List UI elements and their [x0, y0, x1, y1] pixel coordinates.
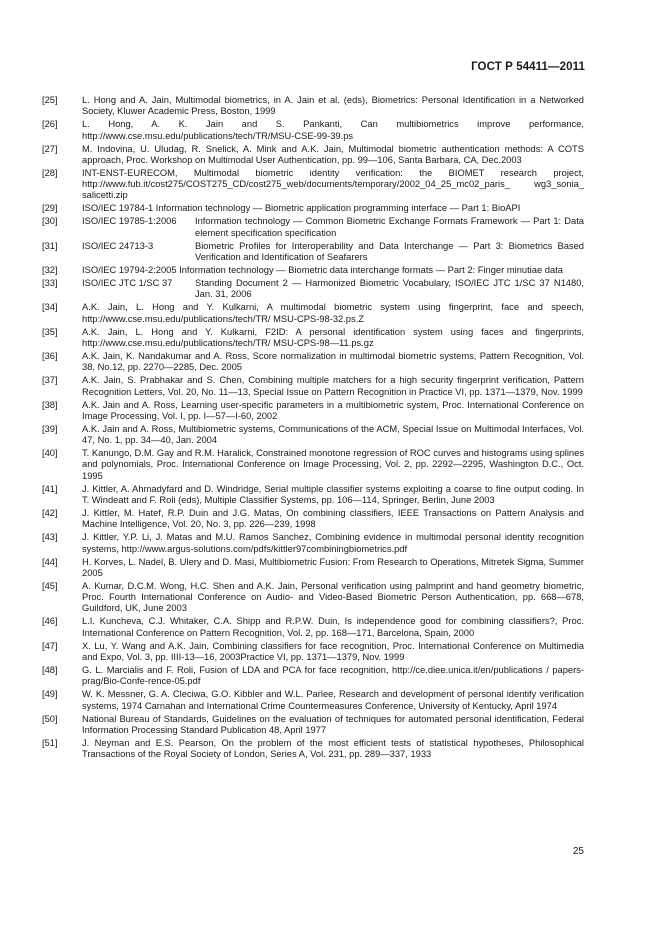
reference-item — [42, 581, 584, 615]
reference-text: A.K. Jain, L. Hong and Y. Kulkarni, F2ID: A personal identification system using faces and fingerprints, http://www.cse.msu.edu/publications/tech/TR/ MSU-CPS-98—11.ps.gz — [82, 326, 584, 348]
reference-item — [42, 119, 584, 141]
reference-text: G. L. Marcialis and F. Roli, Fusion of LDA and PCA for face recognition, http://ce.diee.unica.it/en/publications / papers-prag/Bio-Confe-rence-05.pdf — [82, 665, 584, 687]
reference-item — [42, 351, 584, 373]
reference-text: L.I. Kuncheva, C.J. Whitaker, C.A. Shipp and R.P.W. Duin, Is independence good for combining classifiers?, Proc. International Conference on Pattern Recognition, Vol. 2, pp. 168—171, Barcelona, Spain, 2000 — [82, 616, 584, 638]
reference-item — [42, 216, 584, 238]
reference-item — [42, 714, 584, 736]
reference-item — [42, 327, 584, 349]
reference-number: [50] — [42, 713, 58, 724]
reference-text: A.K. Jain, K. Nandakumar and A. Ross, Score normalization in multimodal biometric systems, Pattern Recognition, Vol. 38, No.12, pp. 2270—2285, Dec. 2005 — [82, 351, 584, 373]
reference-code: ISO/IEC 19785-1:2006 — [82, 216, 177, 227]
reference-number: [46] — [42, 616, 58, 627]
reference-text: A.K. Jain, L. Hong and Y. Kulkarni, A multimodal biometric system using fingerprint, face and speech, http://www.cse.msu.edu/publications/tech/TR/ MSU-CPS-98-32.ps.Z — [82, 302, 584, 324]
reference-number: [48] — [42, 665, 58, 676]
reference-text: H. Korves, L. Nadel, B. Ulery and D. Masi, Multibiometric Fusion: From Research to Operations, Mitretek Sigma, Summer 2005 — [82, 556, 584, 578]
reference-text: ISO/IEC 19794-2:2005 Information technology — Biometric data interchange formats — Part 2: Finger minutiae data — [82, 265, 563, 276]
reference-text: ISO/IEC 19784-1 Information technology — Biometric application programming interface — Part 1: BioAPI — [82, 203, 521, 214]
reference-item — [42, 375, 584, 397]
reference-text: A.K. Jain, S. Prabhakar and S. Chen, Combining multiple matchers for a high security fingerprint verification, Pattern Recognition Letters, Vol. 20, No. 11—13, Special Issue on Pattern Recognition in Practice VI, pp. 1371—1379, Nov. 1999 — [82, 375, 584, 397]
reference-item — [42, 241, 584, 263]
reference-code: ISO/IEC JTC 1/SC 37 — [82, 278, 173, 289]
reference-item — [42, 302, 584, 324]
reference-number: [28] — [42, 167, 58, 178]
reference-item — [42, 265, 584, 276]
reference-number: [31] — [42, 240, 58, 251]
reference-item — [42, 400, 584, 422]
reference-item — [42, 95, 584, 117]
reference-number: [44] — [42, 556, 58, 567]
reference-number: [30] — [42, 216, 58, 227]
reference-number: [49] — [42, 689, 58, 700]
reference-number: [41] — [42, 483, 58, 494]
reference-list — [42, 95, 584, 762]
reference-text: X. Lu, Y. Wang and A.K. Jain, Combining classifiers for face recognition, Proc. International Conference on Multimedia and Expo, Vol. 3, pp. IIII-13—16, 2003Practice VI, pp. 1371—1379, Nov. 1999 — [82, 640, 584, 662]
reference-item — [42, 665, 584, 687]
reference-text: INT-ENST-EURECOM, Multimodal biometric identity verification: the BIOMET research project, http://www.fub.it/cost275/COST275_CD/cost275_web/documents/temporary/2002_04_25_mc02_paris_ wg3_sonia_ salicetti.zip — [82, 167, 584, 201]
reference-number: [35] — [42, 326, 58, 337]
reference-text: National Bureau of Standards, Guidelines on the evaluation of techniques for automated personal identification, Federal Information Processing Standard Publication 48, April 1977 — [82, 713, 584, 735]
reference-number: [43] — [42, 532, 58, 543]
reference-item — [42, 616, 584, 638]
reference-code: ISO/IEC 24713-3 — [82, 240, 154, 251]
reference-number: [51] — [42, 737, 58, 748]
reference-text: W. K. Messner, G. A. Cleciwa, G.O. Kibbler and W.L. Parlee, Research and development of personal identify verification systems, 1974 Carnahan and International Crime Countermeasures Conference, University of Kentucky, April 1974 — [82, 689, 584, 711]
reference-text: J. Neyman and E.S. Pearson, On the problem of the most efficient tests of statistical hypotheses, Philosophical Transactions of the Royal Society of London, Series A, Vol. 231, pp. 289—337, 1933 — [82, 737, 584, 760]
reference-text: A.K. Jain and A. Ross, Multibiometric systems, Communications of the ACM, Special Issue on Multimodal Interfaces, Vol. 47, No. 1, pp. 34—40, Jan. 2004 — [82, 423, 584, 446]
reference-text: J. Kittler, A. Ahmadyfard and D. Windridge, Serial multiple classifier systems exploiting a coarse to fine output coding. In T. Windeatt and F. Roli (eds), Multiple Classifier Systems, pp. 106—114, Springer, Berlin, June 2003 — [82, 483, 584, 505]
reference-number: [47] — [42, 640, 58, 651]
reference-item — [42, 532, 584, 554]
reference-text: M. Indovina, U. Uludag, R. Snelick, A. Mink and A.K. Jain, Multimodal biometric authentication methods: A COTS approach, Proc. Workshop on Multimodal User Authentication, pp. 99—106, Santa Barbara, CA, Dec.2003 — [82, 143, 584, 165]
reference-text: Standing Document 2 — Harmonized Biometric Vocabulary, ISO/IEC JTC 1/SC 37 N1480, Jan. 31, 2006 — [195, 278, 584, 300]
reference-item — [42, 689, 584, 711]
reference-item — [42, 641, 584, 663]
reference-item — [42, 144, 584, 166]
reference-item — [42, 448, 584, 482]
reference-text: J. Kittler, Y.P. Li, J. Matas and M.U. Ramos Sanchez, Combining evidence in multimodal personal identity recognition systems, http://www.argus-solutions.com/pdfs/kittler97combiningbiometrics.pdf — [82, 532, 584, 554]
reference-text: A. Kumar, D.C.M. Wong, H.C. Shen and A.K. Jain, Personal verification using palmprint and hand geometry biometric, Proc. Fourth International Conference on Audio- and Video-Based Biometric Person Authentication, pp. 668—678, Guildford, UK, June 2003 — [82, 580, 584, 614]
page-number: 25 — [572, 846, 584, 857]
reference-item — [42, 557, 584, 579]
reference-number: [37] — [42, 375, 58, 386]
reference-number: [45] — [42, 580, 58, 591]
reference-number: [27] — [42, 143, 58, 154]
reference-number: [32] — [42, 265, 58, 276]
reference-text: J. Kittler, M. Hatef, R.P. Duin and J.G. Matas, On combining classifiers, IEEE Transactions on Pattern Analysis and Machine Intelligence, Vol. 20, No. 3, pp. 226—239, 1998 — [82, 508, 584, 530]
reference-text: T. Kanungo, D.M. Gay and R.M. Haralick, Constrained monotone regression of ROC curves and histograms using splines and polynomials, Proc. International Conference on Image Processing, Vol. 2, pp. 2292—2295, Washington D.C., Oct. 1995 — [82, 448, 584, 481]
reference-number: [29] — [42, 203, 58, 214]
reference-number: [25] — [42, 95, 58, 105]
reference-item — [42, 738, 584, 760]
reference-number: [26] — [42, 119, 58, 130]
reference-number: [39] — [42, 423, 58, 434]
reference-text: L. Hong and A. Jain, Multimodal biometrics, in A. Jain et al. (eds), Biometrics: Personal Identification in a Networked Society, Kluwer Academic Press, Boston, 1999 — [82, 95, 584, 117]
reference-number: [33] — [42, 278, 58, 289]
reference-item — [42, 508, 584, 530]
reference-item — [42, 484, 584, 506]
reference-number: [40] — [42, 448, 58, 459]
reference-text: L. Hong, A. K. Jain and S. Pankanti, Can multibiometrics improve performance, http://www.cse.msu.edu/publications/tech/TR/MSU-CSE-99-39.ps — [82, 119, 584, 141]
reference-number: [34] — [42, 302, 58, 313]
reference-number: [36] — [42, 351, 58, 362]
reference-text: Information technology — Common Biometric Exchange Formats Framework — Part 1: Data element specification specification — [195, 216, 584, 238]
standard-header: ГОСТ Р 54411—2011 — [471, 61, 585, 73]
reference-text: A.K. Jain and A. Ross, Learning user-specific parameters in a multibiometric system, Proc. International Conference on Image Processing, Vol. I, pp. I—57—I-60, 2002 — [82, 399, 584, 421]
reference-text: Biometric Profiles for Interoperability and Data Interchange — Part 3: Biometrics Based Verification and Identification of Seafarers — [195, 240, 584, 262]
reference-item — [42, 278, 584, 300]
reference-item — [42, 168, 584, 202]
reference-item — [42, 203, 584, 214]
reference-number: [38] — [42, 399, 58, 410]
reference-number: [42] — [42, 508, 58, 519]
reference-item — [42, 424, 584, 446]
